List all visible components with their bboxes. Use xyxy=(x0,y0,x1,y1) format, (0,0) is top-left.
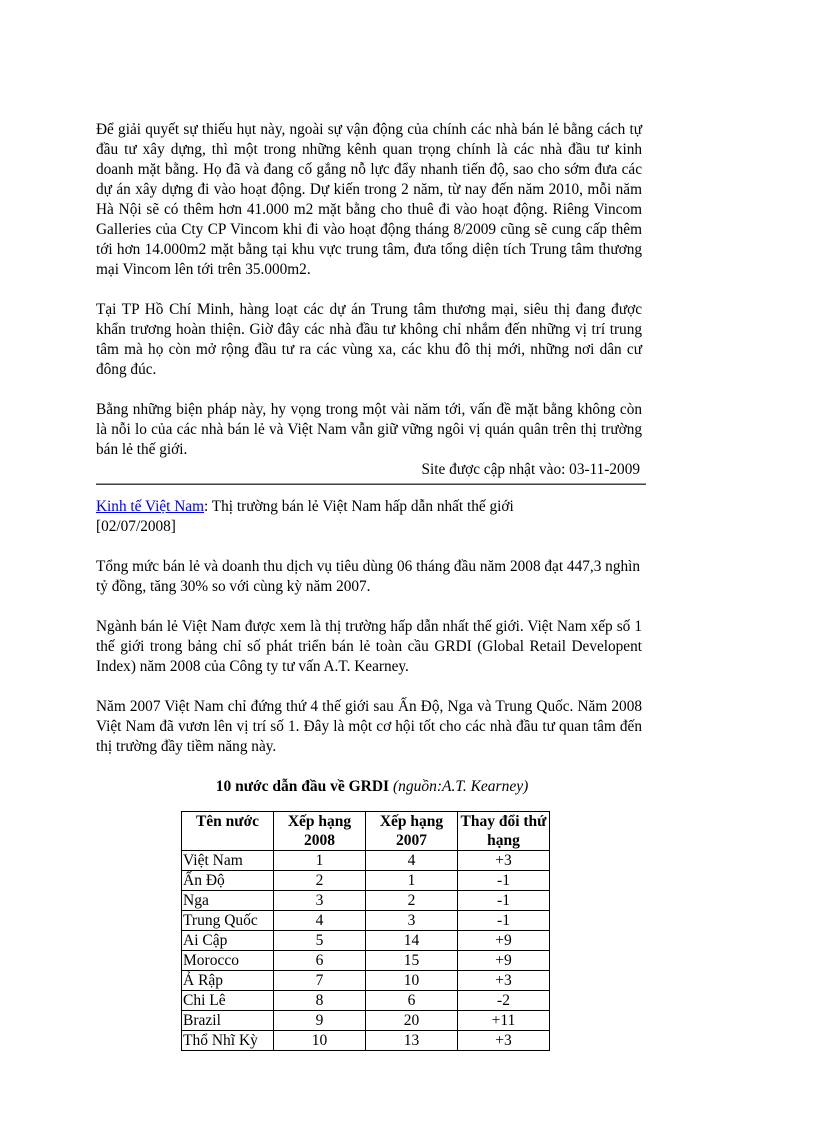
table-row xyxy=(182,951,550,971)
paragraph-investors: Để giải quyết sự thiếu hụt này, ngoài sự vận động của chính các nhà bán lẻ bằng cách tự đầu tư xây dựng, thì một trong những kênh quan trọng chính là các nhà đầu tư kinh doanh mặt bằng. Họ đã và đang cố gắng nỗ lực đẩy nhanh tiến độ, sao cho sớm đưa các dự án xây dựng đi vào hoạt động. Dự kiến trong 2 năm, từ nay đến năm 2010, mỗi năm Hà Nội sẽ có thêm hơn 41.000 m2 mặt bằng cho thuê đi vào hoạt động. Riêng Vincom Galleries của Cty CP Vincom khi đi vào hoạt động tháng 8/2009 cũng sẽ cung cấp thêm tới hơn 14.000m2 mặt bằng tại khu vực trung tâm, đưa tổng diện tích Trung tâm thương mại Vincom lên tới trên 35.000m2. xyxy=(96,121,642,278)
cell-rank-change: +3 xyxy=(458,1031,550,1051)
cell-country: Ai Cập xyxy=(182,931,274,951)
cell-rank-2008: 3 xyxy=(274,891,366,911)
cell-rank-2007: 2 xyxy=(366,891,458,911)
cell-rank-2008: 2 xyxy=(274,871,366,891)
paragraph-conclusion: Bằng những biện pháp này, hy vọng trong một vài năm tới, vấn đề mặt bằng không còn là nỗi lo của các nhà bán lẻ và Việt Nam vẫn giữ vững ngôi vị quán quân trên thị trường bán lẻ thế giới. xyxy=(96,401,642,458)
cell-rank-2007: 1 xyxy=(366,871,458,891)
cell-rank-change: +3 xyxy=(458,971,550,991)
article-heading xyxy=(96,497,642,517)
table-header-row xyxy=(182,812,550,851)
cell-rank-2008: 5 xyxy=(274,931,366,951)
cell-country: Brazil xyxy=(182,1011,274,1031)
site-updated-date: Site được cập nhật vào: 03-11-2009 xyxy=(421,461,640,478)
cell-rank-2008: 8 xyxy=(274,991,366,1011)
cell-rank-change: -1 xyxy=(458,871,550,891)
paragraph-2007-2008: Năm 2007 Việt Nam chỉ đứng thứ 4 thế giới sau Ấn Độ, Nga và Trung Quốc. Năm 2008 Việt Nam đã vươn lên vị trí số 1. Đây là một cơ hội tốt cho các nhà đầu tư quan tâm đến thị trường đầy tiềm năng này. xyxy=(96,698,642,755)
horizontal-divider xyxy=(96,483,646,485)
table-row xyxy=(182,991,550,1011)
cell-rank-2007: 10 xyxy=(366,971,458,991)
table-caption xyxy=(96,777,642,797)
cell-country: Việt Nam xyxy=(182,851,274,871)
cell-rank-2008: 1 xyxy=(274,851,366,871)
cell-rank-2008: 9 xyxy=(274,1011,366,1031)
table-row xyxy=(182,851,550,871)
cell-country: Nga xyxy=(182,891,274,911)
document-page xyxy=(96,120,642,1051)
article-headline: : Thị trường bán lẻ Việt Nam hấp dẫn nhất thế giới xyxy=(203,498,514,515)
table-row xyxy=(182,931,550,951)
cell-rank-change: -1 xyxy=(458,911,550,931)
cell-country: Thổ Nhĩ Kỳ xyxy=(182,1031,274,1051)
cell-rank-2007: 13 xyxy=(366,1031,458,1051)
cell-rank-2007: 3 xyxy=(366,911,458,931)
paragraph-retail-total: Tổng mức bán lẻ và doanh thu dịch vụ tiêu dùng 06 tháng đầu năm 2008 đạt 447,3 nghìn tỷ đồng, tăng 30% so với cùng kỳ năm 2007. xyxy=(96,558,641,595)
table-row xyxy=(182,871,550,891)
cell-rank-2007: 6 xyxy=(366,991,458,1011)
cell-country: Chi Lê xyxy=(182,991,274,1011)
cell-rank-change: +11 xyxy=(458,1011,550,1031)
grdi-table xyxy=(181,811,550,1051)
table-row xyxy=(182,891,550,911)
table-caption-title: 10 nước dẫn đầu về GRDI xyxy=(215,778,393,795)
cell-rank-2007: 4 xyxy=(366,851,458,871)
cell-rank-change: -1 xyxy=(458,891,550,911)
header-country: Tên nước xyxy=(182,812,274,851)
table-row xyxy=(182,1031,550,1051)
cell-rank-2007: 15 xyxy=(366,951,458,971)
header-rank-2007: Xếp hạng 2007 xyxy=(366,812,458,851)
table-row xyxy=(182,1011,550,1031)
paragraph-hcmc: Tại TP Hồ Chí Minh, hàng loạt các dự án Trung tâm thương mại, siêu thị đang được khẩn trương hoàn thiện. Giờ đây các nhà đầu tư không chỉ nhắm đến những vị trí trung tâm mà họ còn mở rộng đầu tư ra các vùng xa, các khu đô thị mới, những nơi dân cư đông đúc. xyxy=(96,301,642,378)
paragraph-ranking: Ngành bán lẻ Việt Nam được xem là thị trường hấp dẫn nhất thế giới. Việt Nam xếp số 1 thế giới trong bảng chỉ số phát triển bán lẻ toàn cầu GRDI (Global Retail Developent Index) năm 2008 của Công ty tư vấn A.T. Kearney. xyxy=(96,618,642,675)
source-link[interactable]: Kinh tế Việt Nam xyxy=(96,498,204,515)
cell-rank-change: +9 xyxy=(458,931,550,951)
table-body xyxy=(182,851,550,1051)
cell-rank-2007: 14 xyxy=(366,931,458,951)
cell-rank-2008: 4 xyxy=(274,911,366,931)
cell-rank-change: -2 xyxy=(458,991,550,1011)
table-row xyxy=(182,911,550,931)
table-row xyxy=(182,971,550,991)
header-rank-2008: Xếp hạng 2008 xyxy=(274,812,366,851)
cell-rank-change: +3 xyxy=(458,851,550,871)
header-rank-change: Thay đổi thứ hạng xyxy=(458,812,550,851)
cell-country: Morocco xyxy=(182,951,274,971)
cell-rank-2008: 6 xyxy=(274,951,366,971)
cell-rank-2007: 20 xyxy=(366,1011,458,1031)
cell-rank-2008: 10 xyxy=(274,1031,366,1051)
cell-country: Ấn Độ xyxy=(182,871,274,891)
cell-rank-2008: 7 xyxy=(274,971,366,991)
cell-rank-change: +9 xyxy=(458,951,550,971)
cell-country: Ả Rập xyxy=(182,971,274,991)
article-date: [02/07/2008] xyxy=(96,518,176,535)
cell-country: Trung Quốc xyxy=(182,911,274,931)
table-caption-source: (nguồn:A.T. Kearney) xyxy=(392,778,529,795)
